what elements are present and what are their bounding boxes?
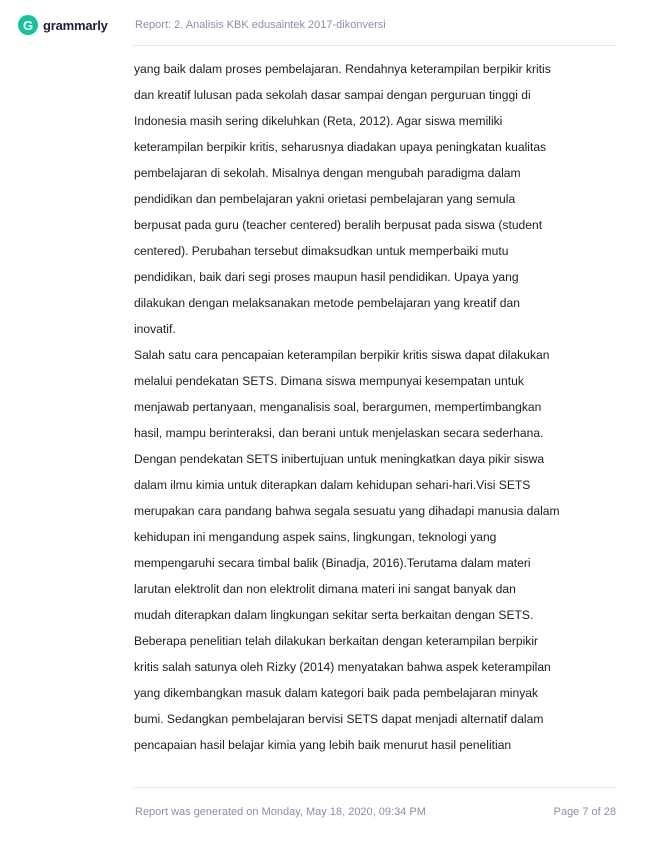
body-text-line: pendidikan, baik dari segi proses maupun hasil pendidikan. Upaya yang (134, 270, 519, 284)
body-text-line: merupakan cara pandang bahwa segala sesuatu yang dihadapi manusia dalam (134, 504, 560, 518)
report-generated-date: Report was generated on Monday, May 18, 2020, 09:34 PM (135, 806, 426, 818)
footer-divider (133, 787, 617, 788)
report-title: Report: 2. Analisis KBK edusaintek 2017-dikonversi (135, 19, 386, 31)
body-text-line: dalam ilmu kimia untuk diterapkan dalam kehidupan sehari-hari.Visi SETS (134, 478, 531, 492)
body-text-line: pembelajaran di sekolah. Misalnya dengan mengubah paradigma dalam (134, 166, 521, 180)
body-text-line: larutan elektrolit dan non elektrolit dimana materi ini sangat banyak dan (134, 582, 516, 596)
body-text-line: kritis salah satunya oleh Rizky (2014) menyatakan bahwa aspek keterampilan (134, 660, 551, 674)
body-text-line: mudah diterapkan dalam lingkungan sekitar serta berkaitan dengan SETS. (134, 608, 534, 622)
body-text-line: hasil, mampu berinteraksi, dan berani untuk menjelaskan secara sederhana. (134, 426, 544, 440)
body-text-line: bumi. Sedangkan pembelajaran bervisi SETS dapat menjadi alternatif dalam (134, 712, 544, 726)
header-divider (133, 45, 617, 46)
body-text-line: keterampilan berpikir kritis, seharusnya diadakan upaya peningkatan kualitas (134, 140, 547, 154)
body-text-line: Dengan pendekatan SETS inibertujuan untuk meningkatkan daya pikir siswa (134, 452, 545, 466)
page-number: Page 7 of 28 (553, 806, 616, 818)
body-text-line: yang baik dalam proses pembelajaran. Rendahnya keterampilan berpikir kritis (134, 62, 551, 76)
body-text-line: dan kreatif lulusan pada sekolah dasar sampai dengan perguruan tinggi di (134, 88, 531, 102)
body-text-line: menjawab pertanyaan, menganalisis soal, berargumen, mempertimbangkan (134, 400, 542, 414)
body-text-line: Salah satu cara pencapaian keterampilan berpikir kritis siswa dapat dilakukan (134, 348, 550, 362)
grammarly-logo (18, 15, 108, 35)
logo-wordmark: grammarly (43, 17, 108, 33)
grammarly-g-icon: G (18, 15, 38, 35)
body-text-line: Beberapa penelitian telah dilakukan berkaitan dengan keterampilan berpikir (134, 634, 539, 648)
body-text-line: berpusat pada guru (teacher centered) beralih berpusat pada siswa (student (134, 218, 543, 232)
body-text-line: melalui pendekatan SETS. Dimana siswa mempunyai kesempatan untuk (134, 374, 524, 388)
body-text-line: inovatif. (134, 322, 176, 336)
body-text-line: yang dikembangkan masuk dalam kategori baik pada pembelajaran minyak (134, 686, 539, 700)
body-text-line: dilakukan dengan melaksanakan metode pembelajaran yang kreatif dan (134, 296, 520, 310)
document-body (134, 56, 614, 758)
body-text-line: pendidikan dan pembelajaran yakni orietasi pembelajaran yang semula (134, 192, 516, 206)
body-text-line: pencapaian hasil belajar kimia yang lebih baik menurut hasil penelitian (134, 738, 512, 752)
body-text-line: mempengaruhi secara timbal balik (Binadja, 2016).Terutama dalam materi (134, 556, 531, 570)
body-text-line: Indonesia masih sering dikeluhkan (Reta, 2012). Agar siswa memiliki (134, 114, 503, 128)
body-text-line: kehidupan ini mengandung aspek sains, lingkungan, teknologi yang (134, 530, 497, 544)
body-text-line: centered). Perubahan tersebut dimaksudkan untuk memperbaiki mutu (134, 244, 509, 258)
